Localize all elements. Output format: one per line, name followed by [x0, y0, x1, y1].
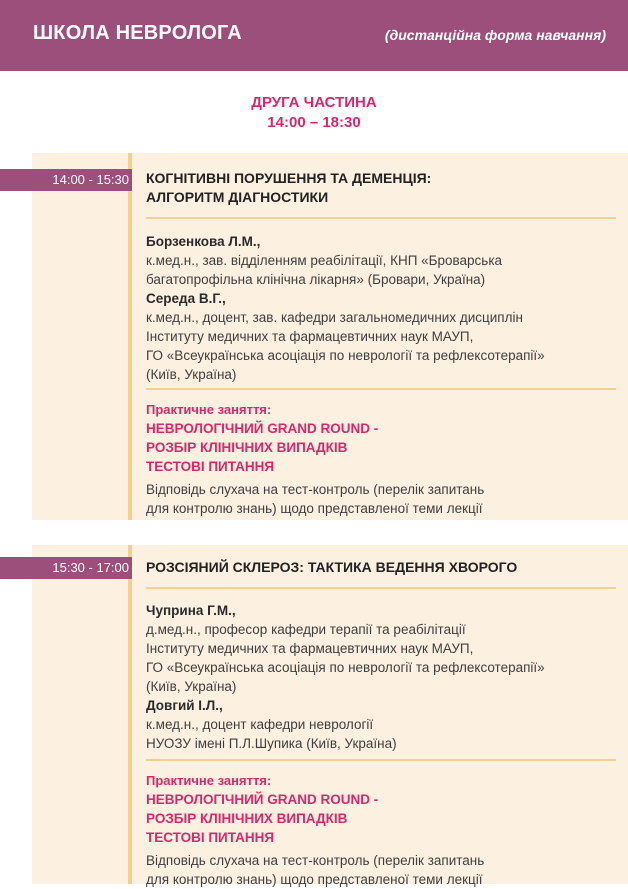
speaker-info-line: к.мед.н., доцент, зав. кафедри загальномедичних дисциплін	[146, 310, 523, 325]
divider	[146, 388, 616, 390]
speaker-info-line: ГО «Всеукраїнська асоціація по неврології та рефлексотерапії»	[146, 660, 545, 675]
practice-label: Практичне заняття:	[146, 773, 272, 788]
speaker-info-line: ГО «Всеукраїнська асоціація по неврології та рефлексотерапії»	[146, 348, 545, 363]
practice-section	[146, 772, 616, 889]
speaker-info-line: д.мед.н., професор кафедри терапії та реабілітації	[146, 622, 466, 637]
part-time: 14:00 – 18:30	[267, 114, 361, 131]
topic-line: КОГНІТИВНІ ПОРУШЕННЯ ТА ДЕМЕНЦІЯ:	[146, 170, 432, 186]
practice-label: Практичне заняття:	[146, 402, 272, 417]
page-header	[0, 0, 628, 71]
timeline-line	[128, 153, 132, 520]
speaker-info	[146, 308, 616, 384]
topic-line: РОЗСІЯНИЙ СКЛЕРОЗ: ТАКТИКА ВЕДЕННЯ ХВОРОГО	[146, 559, 518, 575]
speaker-info-line: багатопрофільна клінічна лікарня» (Бровари, Україна)	[146, 272, 486, 287]
divider	[146, 759, 616, 761]
speaker-info-line: к.мед.н., зав. відділенням реабілітації, КНП «Броварська	[146, 253, 503, 268]
practice-description-line: для контролю знань) щодо представленої теми лекції	[146, 501, 483, 516]
speaker-name: Борзенкова Л.М.,	[146, 234, 261, 249]
session-content	[146, 169, 616, 518]
session-topic	[146, 558, 616, 577]
practice-description-line: Відповідь слухача на тест-контроль (перелік запитань	[146, 482, 485, 497]
speaker-name: Середа В.Г.,	[146, 291, 226, 306]
part-title: ДРУГА ЧАСТИНА	[251, 94, 377, 111]
divider	[146, 587, 616, 589]
session-topic	[146, 169, 616, 207]
speaker-info	[146, 715, 616, 753]
session-time-badge: 15:30 - 17:00	[0, 557, 132, 579]
practice-title-line: НЕВРОЛОГІЧНИЙ GRAND ROUND -	[146, 792, 379, 807]
topic-line: АЛГОРИТМ ДІАГНОСТИКИ	[146, 189, 329, 205]
practice-title-line: НЕВРОЛОГІЧНИЙ GRAND ROUND -	[146, 421, 379, 436]
speaker-info	[146, 251, 616, 289]
timeline-line	[128, 545, 132, 884]
practice-description	[146, 851, 616, 889]
school-title: ШКОЛА НЕВРОЛОГА	[33, 22, 242, 44]
practice-title-line: ТЕСТОВІ ПИТАННЯ	[146, 830, 275, 845]
speaker-info	[146, 620, 616, 696]
speakers	[146, 601, 616, 753]
speakers	[146, 232, 616, 384]
speaker-info-line: НУОЗУ імені П.Л.Шупика (Київ, Україна)	[146, 736, 397, 751]
session-time-badge: 14:00 - 15:30	[0, 169, 132, 191]
speaker-info-line: Інституту медичних та фармацевтичних наук МАУП,	[146, 329, 474, 344]
speaker-info-line: к.мед.н., доцент кафедри неврології	[146, 717, 374, 732]
session-content	[146, 558, 616, 889]
format-subtitle: (дистанційна форма навчання)	[384, 27, 606, 43]
speaker-info-line: Інституту медичних та фармацевтичних наук МАУП,	[146, 641, 474, 656]
practice-section	[146, 401, 616, 518]
practice-title-line: ТЕСТОВІ ПИТАННЯ	[146, 459, 275, 474]
speaker-info-line: (Київ, Україна)	[146, 367, 237, 382]
practice-title-line: РОЗБІР КЛІНІЧНИХ ВИПАДКІВ	[146, 440, 348, 455]
practice-title-line: РОЗБІР КЛІНІЧНИХ ВИПАДКІВ	[146, 811, 348, 826]
practice-description-line: Відповідь слухача на тест-контроль (перелік запитань	[146, 853, 485, 868]
speaker-name: Чуприна Г.М.,	[146, 603, 236, 618]
speaker-info-line: (Київ, Україна)	[146, 679, 237, 694]
practice-description-line: для контролю знань) щодо представленої теми лекції	[146, 872, 483, 887]
speaker-name: Довгий І.Л.,	[146, 698, 223, 713]
divider	[146, 217, 616, 219]
practice-description	[146, 480, 616, 518]
